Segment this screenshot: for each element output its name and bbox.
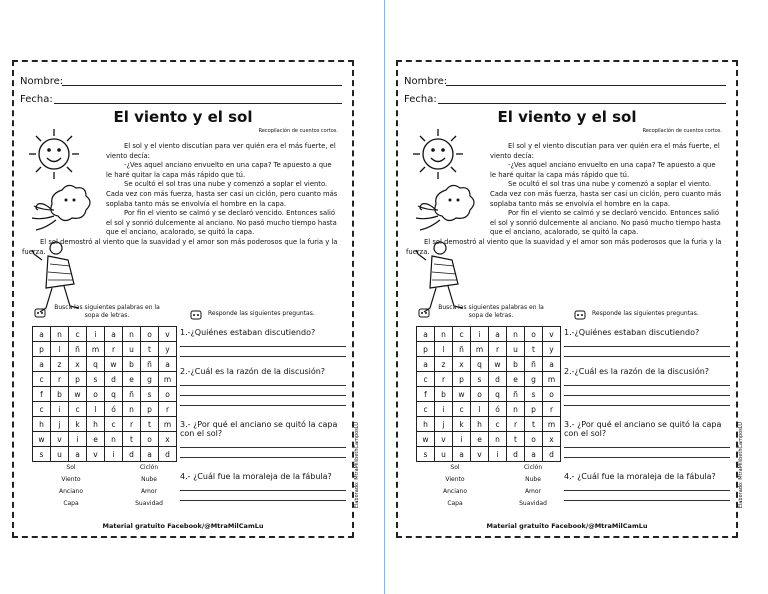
grid-cell: l [471,402,489,417]
grid-cell: a [159,357,177,372]
grid-body [33,327,177,462]
grid-cell: i [69,432,87,447]
grid-cell: v [435,432,453,447]
question-3: 3.- ¿Por qué el anciano se quitó la capa con el sol? [180,420,338,438]
word-item: Ciclón [139,464,159,471]
grid-cell: n [105,432,123,447]
grid-cell: f [417,387,435,402]
grid-cell: x [69,357,87,372]
grid-cell: g [141,372,159,387]
grid-cell: l [87,402,105,417]
grid-cell: p [141,402,159,417]
date-line [54,103,342,104]
grid-row [33,432,177,447]
grid-cell: c [33,402,51,417]
grid-cell: r [543,402,561,417]
question-4: 4.- ¿Cuál fue la moraleja de la fábula? [564,472,716,481]
grid-cell: a [33,357,51,372]
grid-cell: ñ [453,342,471,357]
grid-cell: a [489,327,507,342]
wind-cloud-icon [412,180,482,236]
grid-cell: c [69,402,87,417]
grid-cell: h [87,417,105,432]
grid-row [417,417,561,432]
grid-cell: o [543,387,561,402]
questions-list [180,328,346,501]
story-title: El viento y el sol [113,108,253,126]
grid-cell: w [489,357,507,372]
word-item: Viento [445,476,465,483]
grid-cell: s [33,447,51,462]
word-list [416,464,576,512]
grid-cell: o [141,432,159,447]
grid-cell: n [123,402,141,417]
grid-cell: p [417,342,435,357]
grid-cell: v [471,447,489,462]
grid-cell: j [51,417,69,432]
grid-cell: ñ [141,357,159,372]
grid-cell: t [141,417,159,432]
grid-cell: f [33,387,51,402]
answer-line [180,386,346,396]
answer-line [564,438,730,448]
story-subtitle: Recopilación de cuentos cortos. [258,128,338,134]
grid-cell: c [417,372,435,387]
story-paragraph: Por fin el viento se calmó y se declaró vencido. Entonces salió el sol y sonrió dulcemente al anciano. No pasó mucho tiempo hasta que el anciano, acalorado, se quitó la capa. [490,209,721,237]
grid-cell: t [507,432,525,447]
story-paragraph: El sol demostró al viento que la suavidad y el amor son más poderosos que la furia y la fuerza. [406,237,722,256]
grid-cell: o [471,387,489,402]
story-paragraph: El sol y el viento discutían para ver quién era el más fuerte, el viento decía: [106,142,336,160]
answer-line [564,337,730,347]
word-item: Sol [66,464,76,471]
grid-cell: u [51,447,69,462]
word-search-grid [416,326,561,462]
grid-cell: z [51,357,69,372]
word-item: Sol [450,464,460,471]
footer-credit: Material gratuito Facebook/@MtraMilCamLu [102,522,264,530]
answer-line [180,396,346,406]
grid-cell: a [543,357,561,372]
grid-cell: a [417,357,435,372]
word-item: Capa [63,500,79,507]
grid-cell: b [507,357,525,372]
date-row [404,90,726,106]
grid-cell: v [51,432,69,447]
word-item: Ciclón [523,464,543,471]
story-paragraph: -¿Ves aquel anciano envuelto en una capa? Te apuesto a que le haré quitar la capa más rápido que tú. [490,161,716,179]
grid-cell: v [159,327,177,342]
answer-line [564,448,730,458]
grid-cell: r [123,417,141,432]
word-item: Amor [140,488,158,495]
grid-cell: r [105,342,123,357]
grid-cell: w [33,432,51,447]
date-label: Fecha: [20,94,53,105]
grid-row [33,417,177,432]
grid-cell: b [51,387,69,402]
grid-cell: r [159,402,177,417]
grid-cell: d [543,447,561,462]
grid-cell: h [471,417,489,432]
grid-row [33,357,177,372]
story-text [406,142,722,257]
grid-cell: x [453,357,471,372]
grid-cell: m [543,417,561,432]
grid-cell: w [453,387,471,402]
grid-cell: u [123,342,141,357]
grid-cell: k [453,417,471,432]
grid-cell: c [69,327,87,342]
grid-cell: a [525,447,543,462]
notebook-icon [574,308,586,320]
question-2: 2.-¿Cuál es la razón de la discusión? [180,367,326,376]
grid-cell: b [123,357,141,372]
grid-cell: b [435,387,453,402]
grid-cell: o [87,387,105,402]
grid-cell: p [525,402,543,417]
answer-line [180,376,346,386]
grid-cell: i [453,432,471,447]
grid-cell: d [159,447,177,462]
question-1: 1.-¿Quiénes estaban discutiendo? [180,328,316,337]
grid-row [417,432,561,447]
grid-cell: u [435,447,453,462]
wordsearch-title: Busca las siguientes palabras en la sopa de letras. [54,304,160,319]
grid-cell: c [417,402,435,417]
grid-cell: n [123,327,141,342]
grid-cell: n [489,432,507,447]
grid-cell: n [51,327,69,342]
date-line [438,103,726,104]
question-4: 4.- ¿Cuál fue la moraleja de la fábula? [180,472,332,481]
name-label: Nombre: [20,76,64,87]
grid-cell: ñ [69,342,87,357]
answer-line [180,337,346,347]
grid-cell: q [87,357,105,372]
grid-row [33,342,177,357]
story-title: El viento y el sol [497,108,637,126]
date-label: Fecha: [404,94,437,105]
grid-cell: q [489,387,507,402]
word-item: Nube [141,476,157,483]
word-item: Capa [447,500,463,507]
grid-cell: y [159,342,177,357]
grid-cell: x [159,432,177,447]
grid-cell: ó [105,402,123,417]
grid-cell: i [87,327,105,342]
grid-cell: d [123,447,141,462]
grid-cell: n [507,402,525,417]
author-credit: Elaborado: MtraMilibethCamposLU [354,422,360,509]
grid-cell: y [543,342,561,357]
author-credit: Elaborado: MtraMilibethCamposLU [738,422,744,509]
grid-cell: h [417,417,435,432]
sun-icon [24,126,84,182]
word-item: Amor [524,488,542,495]
page-divider [384,0,385,594]
grid-cell: q [105,387,123,402]
grid-cell: q [471,357,489,372]
grid-cell: c [453,402,471,417]
grid-row [33,327,177,342]
story-paragraph: Por fin el viento se calmó y se declaró vencido. Entonces salió el sol y sonrió dulcemente al anciano. No pasó mucho tiempo hasta que el anciano, acalorado, se quitó la capa. [106,209,337,237]
grid-cell: s [471,372,489,387]
grid-cell: s [141,387,159,402]
questions-title: Responde las siguientes preguntas. [208,310,315,317]
question-1: 1.-¿Quiénes estaban discutiendo? [564,328,700,337]
story-text [22,142,338,257]
grid-cell: j [435,417,453,432]
notebook-icon [190,308,202,320]
grid-body [417,327,561,462]
answer-line [564,491,730,501]
word-item: Anciano [58,488,84,495]
grid-row [417,447,561,462]
grid-cell: r [435,372,453,387]
answer-line [564,481,730,491]
word-item: Viento [61,476,81,483]
footer-credit: Material gratuito Facebook/@MtraMilCamLu [486,522,648,530]
grid-cell: n [435,327,453,342]
grid-cell: m [471,342,489,357]
answer-line [180,491,346,501]
grid-cell: e [123,372,141,387]
grid-cell: m [87,342,105,357]
grid-cell: t [525,417,543,432]
word-list [32,464,192,512]
wind-cloud-icon [28,180,98,236]
grid-cell: m [543,372,561,387]
word-item: Suavidad [135,500,163,507]
name-row [20,72,342,88]
date-row [20,90,342,106]
name-line [62,85,342,86]
grid-cell: r [489,342,507,357]
grid-cell: t [141,342,159,357]
grid-cell: w [105,357,123,372]
grid-cell: s [417,447,435,462]
grid-cell: ñ [123,387,141,402]
answer-line [180,438,346,448]
answer-line [564,396,730,406]
grid-cell: x [543,432,561,447]
grid-cell: a [453,447,471,462]
question-2: 2.-¿Cuál es la razón de la discusión? [564,367,710,376]
wordsearch-title: Busca las siguientes palabras en la sopa de letras. [438,304,544,319]
word-item: Anciano [442,488,468,495]
grid-cell: e [507,372,525,387]
word-item: Nube [525,476,541,483]
grid-cell: l [51,342,69,357]
grid-cell: s [525,387,543,402]
grid-cell: ñ [525,357,543,372]
answer-line [564,347,730,357]
grid-cell: e [471,432,489,447]
grid-row [417,387,561,402]
grid-cell: a [141,447,159,462]
grid-cell: t [123,432,141,447]
grid-cell: d [105,372,123,387]
grid-cell: n [507,327,525,342]
grid-cell: c [105,417,123,432]
question-3: 3.- ¿Por qué el anciano se quitó la capa con el sol? [564,420,722,438]
name-line [446,85,726,86]
sun-icon [408,126,468,182]
grid-cell: a [33,327,51,342]
grid-cell: l [435,342,453,357]
grid-cell: h [33,417,51,432]
grid-row [417,342,561,357]
answer-line [564,386,730,396]
story-paragraph: El sol demostró al viento que la suavidad y el amor son más poderosos que la furia y la fuerza. [22,237,338,256]
grid-row [33,387,177,402]
grid-cell: p [69,372,87,387]
pencil-box-icon [418,306,430,318]
grid-cell: u [507,342,525,357]
grid-cell: z [435,357,453,372]
grid-row [417,357,561,372]
grid-cell: v [543,327,561,342]
grid-cell: p [453,372,471,387]
grid-cell: ó [489,402,507,417]
story-subtitle: Recopilación de cuentos cortos. [642,128,722,134]
grid-cell: c [453,327,471,342]
story-paragraph: El sol y el viento discutían para ver quién era el más fuerte, el viento decía: [490,142,720,160]
grid-cell: i [51,402,69,417]
grid-cell: o [525,432,543,447]
grid-cell: t [525,342,543,357]
worksheet-left [12,60,360,538]
grid-row [417,402,561,417]
questions-list [564,328,730,501]
grid-cell: v [87,447,105,462]
grid-cell: m [159,372,177,387]
grid-cell: w [417,432,435,447]
grid-cell: d [489,372,507,387]
answer-line [180,347,346,357]
grid-cell: c [489,417,507,432]
grid-cell: i [489,447,507,462]
grid-cell: ñ [507,387,525,402]
pencil-box-icon [34,306,46,318]
worksheet-right [396,60,744,538]
grid-cell: r [51,372,69,387]
grid-cell: o [525,327,543,342]
name-label: Nombre: [404,76,448,87]
grid-row [417,327,561,342]
grid-cell: r [507,417,525,432]
story-paragraph: Se ocultó el sol tras una nube y comenzó a soplar el viento. Cada vez con más fuerza, hasta ser casi un ciclón, pero cuanto más soplaba tanto más se envolvía el hombre en la capa. [490,180,722,208]
answer-line [180,448,346,458]
grid-cell: w [69,387,87,402]
grid-cell: c [33,372,51,387]
grid-cell: e [87,432,105,447]
grid-cell: o [141,327,159,342]
grid-cell: i [105,447,123,462]
grid-row [33,402,177,417]
grid-row [417,372,561,387]
questions-title: Responde las siguientes preguntas. [592,310,699,317]
name-row [404,72,726,88]
grid-cell: s [87,372,105,387]
word-item: Suavidad [519,500,547,507]
grid-cell: g [525,372,543,387]
story-paragraph: Se ocultó el sol tras una nube y comenzó a soplar el viento. Cada vez con más fuerza, hasta ser casi un ciclón, pero cuanto más soplaba tanto más se envolvía el hombre en la capa. [106,180,338,208]
grid-cell: k [69,417,87,432]
story-paragraph: -¿Ves aquel anciano envuelto en una capa? Te apuesto a que le haré quitar la capa más rápido que tú. [106,161,332,179]
grid-cell: d [507,447,525,462]
grid-cell: a [69,447,87,462]
grid-row [33,447,177,462]
grid-cell: p [33,342,51,357]
grid-cell: a [105,327,123,342]
answer-line [180,481,346,491]
grid-cell: o [159,387,177,402]
grid-row [33,372,177,387]
grid-cell: m [159,417,177,432]
grid-cell: i [471,327,489,342]
grid-cell: a [417,327,435,342]
answer-line [564,376,730,386]
word-search-grid [32,326,177,462]
grid-cell: i [435,402,453,417]
